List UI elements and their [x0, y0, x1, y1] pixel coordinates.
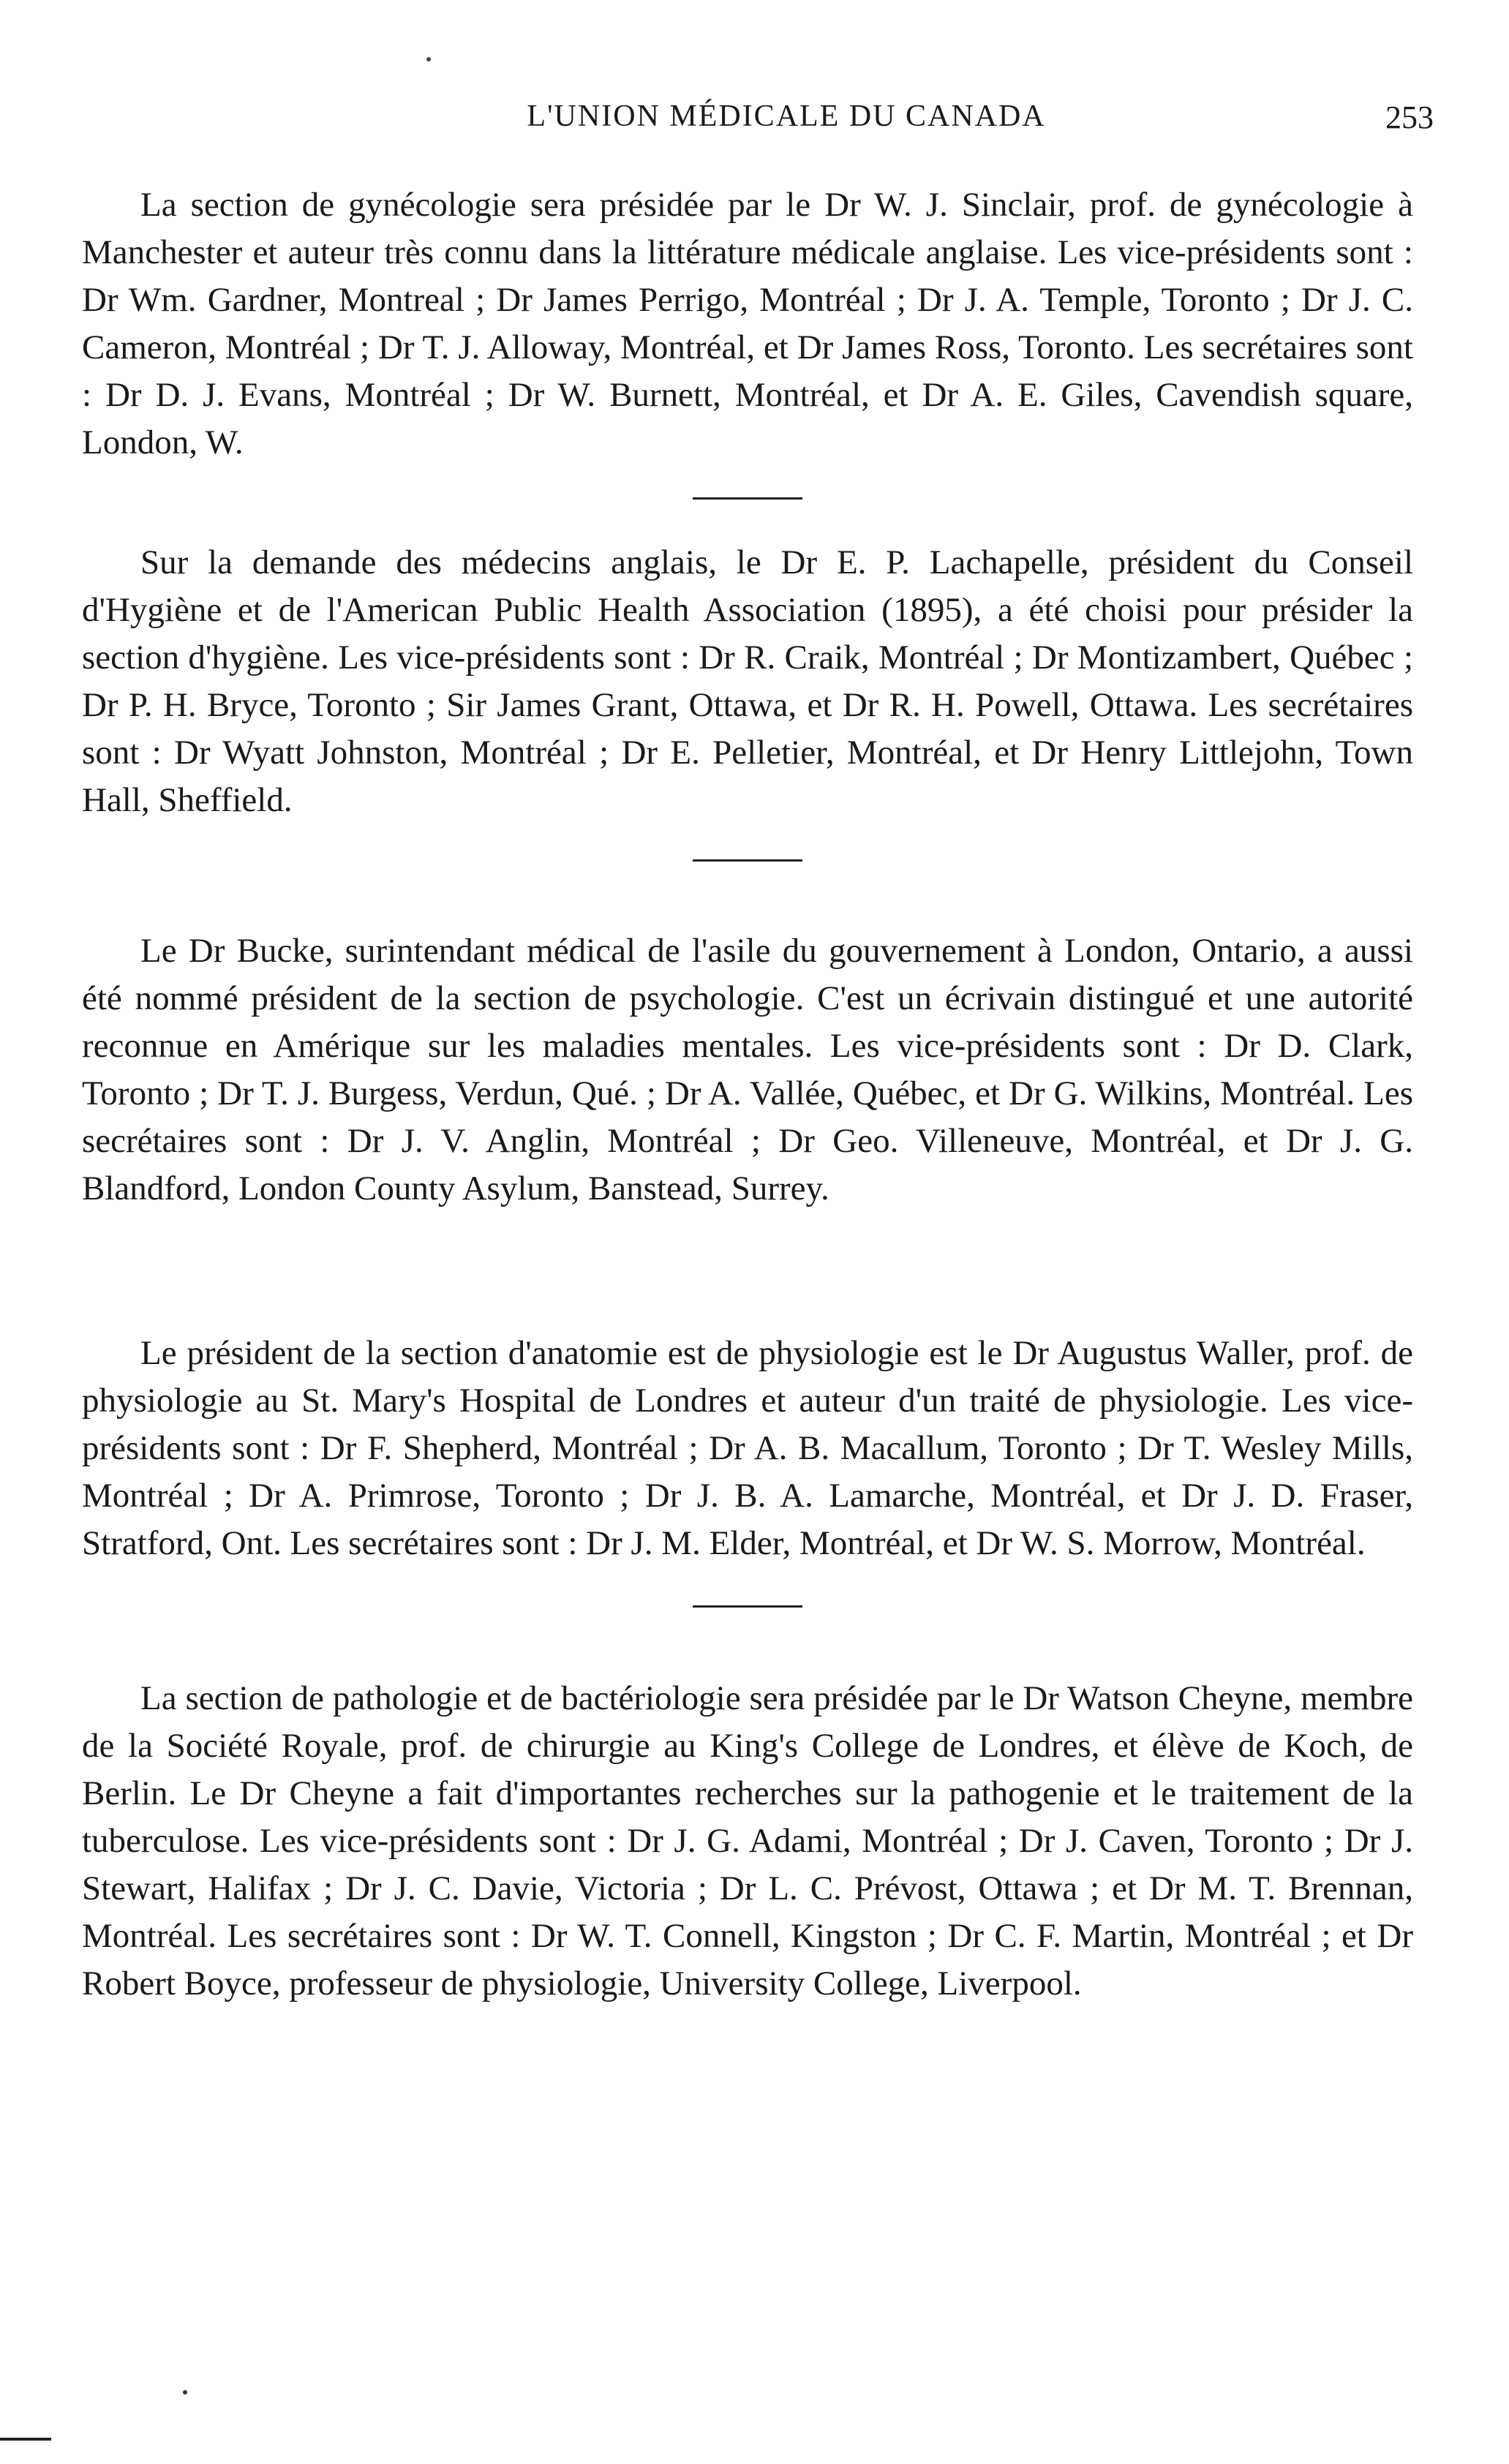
- ink-speck: [426, 57, 431, 61]
- paragraph-pathology: La section de pathologie et de bactériologie sera présidée par le Dr Watson Cheyne, membre de la Société Royale, prof. de chirurgie au King's College de Londres, et élève de Koch, de Berlin. Le Dr Cheyne a fait d'importantes recherches sur la pathogenie et le traitement de la tuberculose. Les vice-présidents sont : Dr J. G. Adami, Montréal ; Dr J. Caven, Toronto ; Dr J. Stewart, Halifax ; Dr J. C. Davie, Victoria ; Dr L. C. Prévost, Ottawa ; et Dr M. T. Brennan, Montréal. Les secrétaires sont : Dr W. T. Connell, Kingston ; Dr C. F. Martin, Montréal ; et Dr Robert Boyce, professeur de physiologie, University College, Liverpool.: [82, 1679, 1413, 2003]
- section-gap: [82, 1213, 1413, 1330]
- section-divider: [693, 497, 802, 500]
- article-body: [82, 181, 1413, 2008]
- running-head: L'UNION MÉDICALE DU CANADA: [527, 99, 1046, 133]
- paragraph-psychology: Le Dr Bucke, surintendant médical de l'asile du gouvernement à London, Ontario, a aussi été nommé président de la section de psychologie. C'est un écrivain distingué et une autorité reconnue en Amérique sur les maladies mentales. Les vice-présidents sont : Dr D. Clark, Toronto ; Dr T. J. Burgess, Verdun, Qué. ; Dr A. Vallée, Québec, et Dr G. Wilkins, Montréal. Les secrétaires sont : Dr J. V. Anglin, Montréal ; Dr Geo. Villeneuve, Montréal, et Dr J. G. Blandford, London County Asylum, Banstead, Surrey.: [82, 932, 1413, 1207]
- ink-speck: [183, 2390, 187, 2395]
- section-divider: [693, 1605, 802, 1608]
- paragraph-anatomy-physiology: Le président de la section d'anatomie est de physiologie est le Dr Augustus Waller, prof. de physiologie au St. Mary's Hospital de Londres et auteur d'un traité de physiologie. Les vice-présidents sont : Dr F. Shepherd, Montréal ; Dr A. B. Macallum, Toronto ; Dr T. Wesley Mills, Montréal ; Dr A. Primrose, Toronto ; Dr J. B. A. Lamarche, Montréal, et Dr J. D. Fraser, Stratford, Ont. Les secrétaires sont : Dr J. M. Elder, Montréal, et Dr W. S. Morrow, Montréal.: [82, 1334, 1413, 1562]
- footer-rule: [0, 2438, 51, 2441]
- page-number: 253: [1385, 99, 1434, 135]
- page-header: [139, 99, 1434, 143]
- paragraph-hygiene: Sur la demande des médecins anglais, le Dr E. P. Lachapelle, président du Conseil d'Hygiène et de l'American Public Health Association (1895), a été choisi pour présider la section d'hygiène. Les vice-présidents sont : Dr R. Craik, Montréal ; Dr Montizambert, Québec ; Dr P. H. Bryce, Toronto ; Sir James Grant, Ottawa, et Dr R. H. Powell, Ottawa. Les secrétaires sont : Dr Wyatt Johnston, Montréal ; Dr E. Pelletier, Montréal, et Dr Henry Littlejohn, Town Hall, Sheffield.: [82, 543, 1413, 819]
- paragraph-gynecology: La section de gynécologie sera présidée par le Dr W. J. Sinclair, prof. de gynécologie à Manchester et auteur très connu dans la littérature médicale anglaise. Les vice-présidents sont : Dr Wm. Gardner, Montreal ; Dr James Perrigo, Montréal ; Dr J. A. Temple, Toronto ; Dr J. C. Cameron, Montréal ; Dr T. J. Alloway, Montréal, et Dr James Ross, Toronto. Les secrétaires sont : Dr D. J. Evans, Montréal ; Dr W. Burnett, Montréal, et Dr A. E. Giles, Cavendish square, London, W.: [82, 186, 1413, 461]
- section-divider: [693, 859, 802, 862]
